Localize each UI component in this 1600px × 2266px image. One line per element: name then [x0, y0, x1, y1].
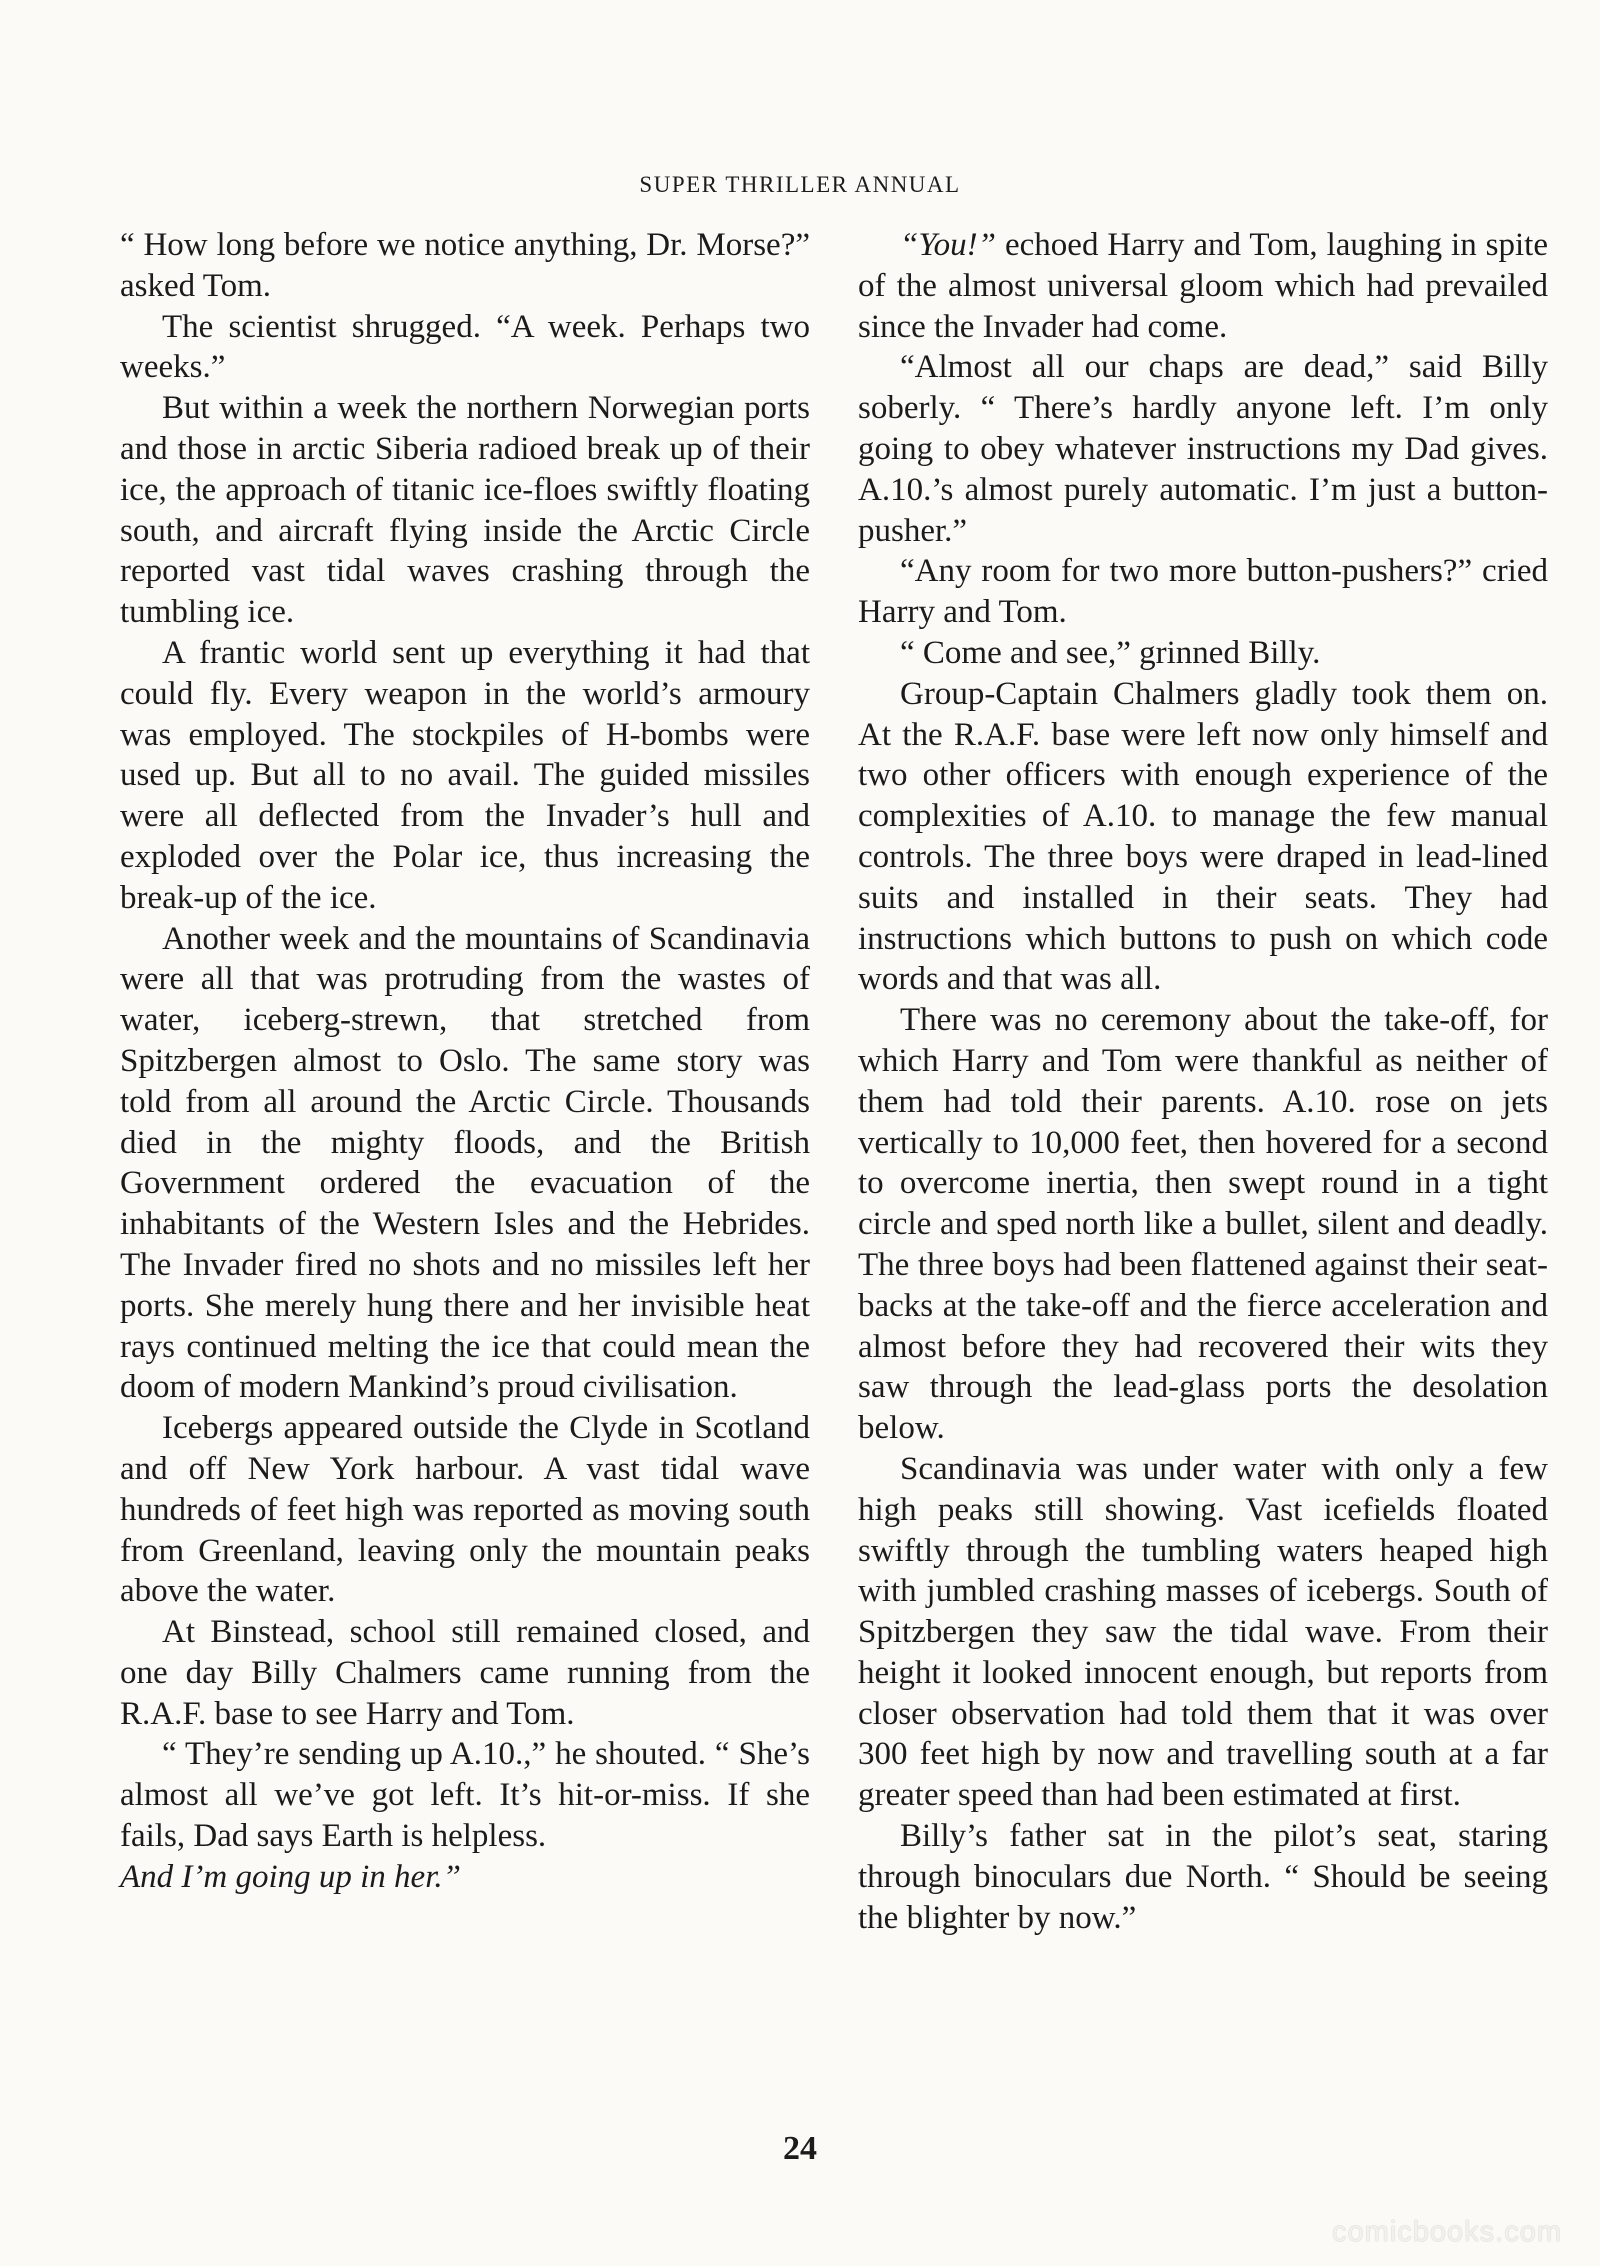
italic-quote: “You!”: [900, 227, 997, 263]
paragraph-text: echoed Harry and Tom, laughing in spite of the almost universal gloom which had prevailed since the Invader had come.: [858, 227, 1548, 345]
paragraph: “Almost all our chaps are dead,” said Billy soberly. “ There’s hardly anyone left. I’m only going to obey whatever instructions my Dad gives. A.10.’s almost purely automatic. I’m just a button-pusher.”: [858, 349, 1548, 549]
paragraph: A frantic world sent up everything it had that could fly. Every weapon in the world’s armoury was employed. The stockpiles of H-bombs were used up. But all to no avail. The guided missiles were all deflected from the Invader’s hull and exploded over the Polar ice, thus increasing the break-up of the ice.: [120, 634, 810, 916]
page-number: 24: [783, 2130, 817, 2167]
paragraph: “Any room for two more button-pushers?” cried Harry and Tom.: [858, 553, 1548, 631]
paragraph: “ How long before we notice anything, Dr. Morse?” asked Tom.: [120, 227, 810, 304]
left-column: [120, 225, 810, 1898]
paragraph: Scandinavia was under water with only a few high peaks still showing. Vast icefields floated swiftly through the tumbling waters heaped high with jumbled crashing masses of icebergs. South of Spitzbergen they saw the tidal wave. From their height it looked innocent enough, but reports from closer observation had told them that it was over 300 feet high by now and travelling south at a far greater speed than had been estimated at first.: [858, 1450, 1548, 1814]
paragraph: Billy’s father sat in the pilot’s seat, staring through binoculars due North. “ Should be seeing the blighter by now.”: [858, 1818, 1548, 1936]
paragraph: At Binstead, school still remained closed, and one day Billy Chalmers came running from the R.A.F. base to see Harry and Tom.: [120, 1614, 810, 1732]
paragraph: Another week and the mountains of Scandinavia were all that was protruding from the wastes of water, iceberg-strewn, that stretched from Spitzbergen almost to Oslo. The same story was told from all around the Arctic Circle. Thousands died in the mighty floods, and the British Government ordered the evacuation of the inhabitants of the Western Isles and the Hebrides. The Invader fired no shots and no missiles left her ports. She merely hung there and her invisible heat rays continued melting the ice that could mean the doom of modern Mankind’s proud civilisation.: [120, 920, 810, 1406]
paragraph-text: “ They’re sending up A.10.,” he shouted. “ She’s almost all we’ve got left. It’s hit-or-miss. If she fails, Dad says Earth is helpless.: [120, 1736, 810, 1855]
watermark: comicbooks.com: [1332, 2216, 1562, 2248]
paragraph: [858, 225, 1548, 347]
paragraph: Icebergs appeared outside the Clyde in Scotland and off New York harbour. A vast tidal wave hundreds of feet high was reported as moving south from Greenland, leaving only the mountain peaks above the water.: [120, 1410, 810, 1610]
paragraph: The scientist shrugged. “A week. Perhaps two weeks.”: [120, 308, 810, 386]
right-column: [858, 225, 1548, 1938]
paragraph: “ Come and see,” grinned Billy.: [900, 634, 1321, 671]
paragraph: There was no ceremony about the take-off, for which Harry and Tom were thankful as neither of them had told their parents. A.10. rose on jets vertically to 10,000 feet, then hovered for a second to overcome inertia, then swept round in a tight circle and sped north like a bullet, silent and deadly. The three boys had been flattened against their seat-backs at the take-off and the fierce acceleration and almost before they had recovered their wits they saw through the lead-glass ports the desolation below.: [858, 1002, 1548, 1447]
paragraph: But within a week the northern Norwegian ports and those in arctic Siberia radioed break up of their ice, the approach of titanic ice-floes swiftly floating south, and aircraft flying inside the Arctic Circle reported vast tidal waves crashing through the tumbling ice.: [120, 390, 810, 631]
paragraph: [120, 1734, 810, 1897]
running-head: SUPER THRILLER ANNUAL: [639, 172, 961, 197]
paragraph: Group-Captain Chalmers gladly took them on. At the R.A.F. base were left now only himself and two other officers with enough experience of the complexities of A.10. to manage the few manual controls. The three boys were draped in lead-lined suits and installed in their seats. They had instructions which buttons to push on which code words and that was all.: [858, 675, 1548, 998]
italic-quote: And I’m going up in her.”: [120, 1858, 461, 1895]
